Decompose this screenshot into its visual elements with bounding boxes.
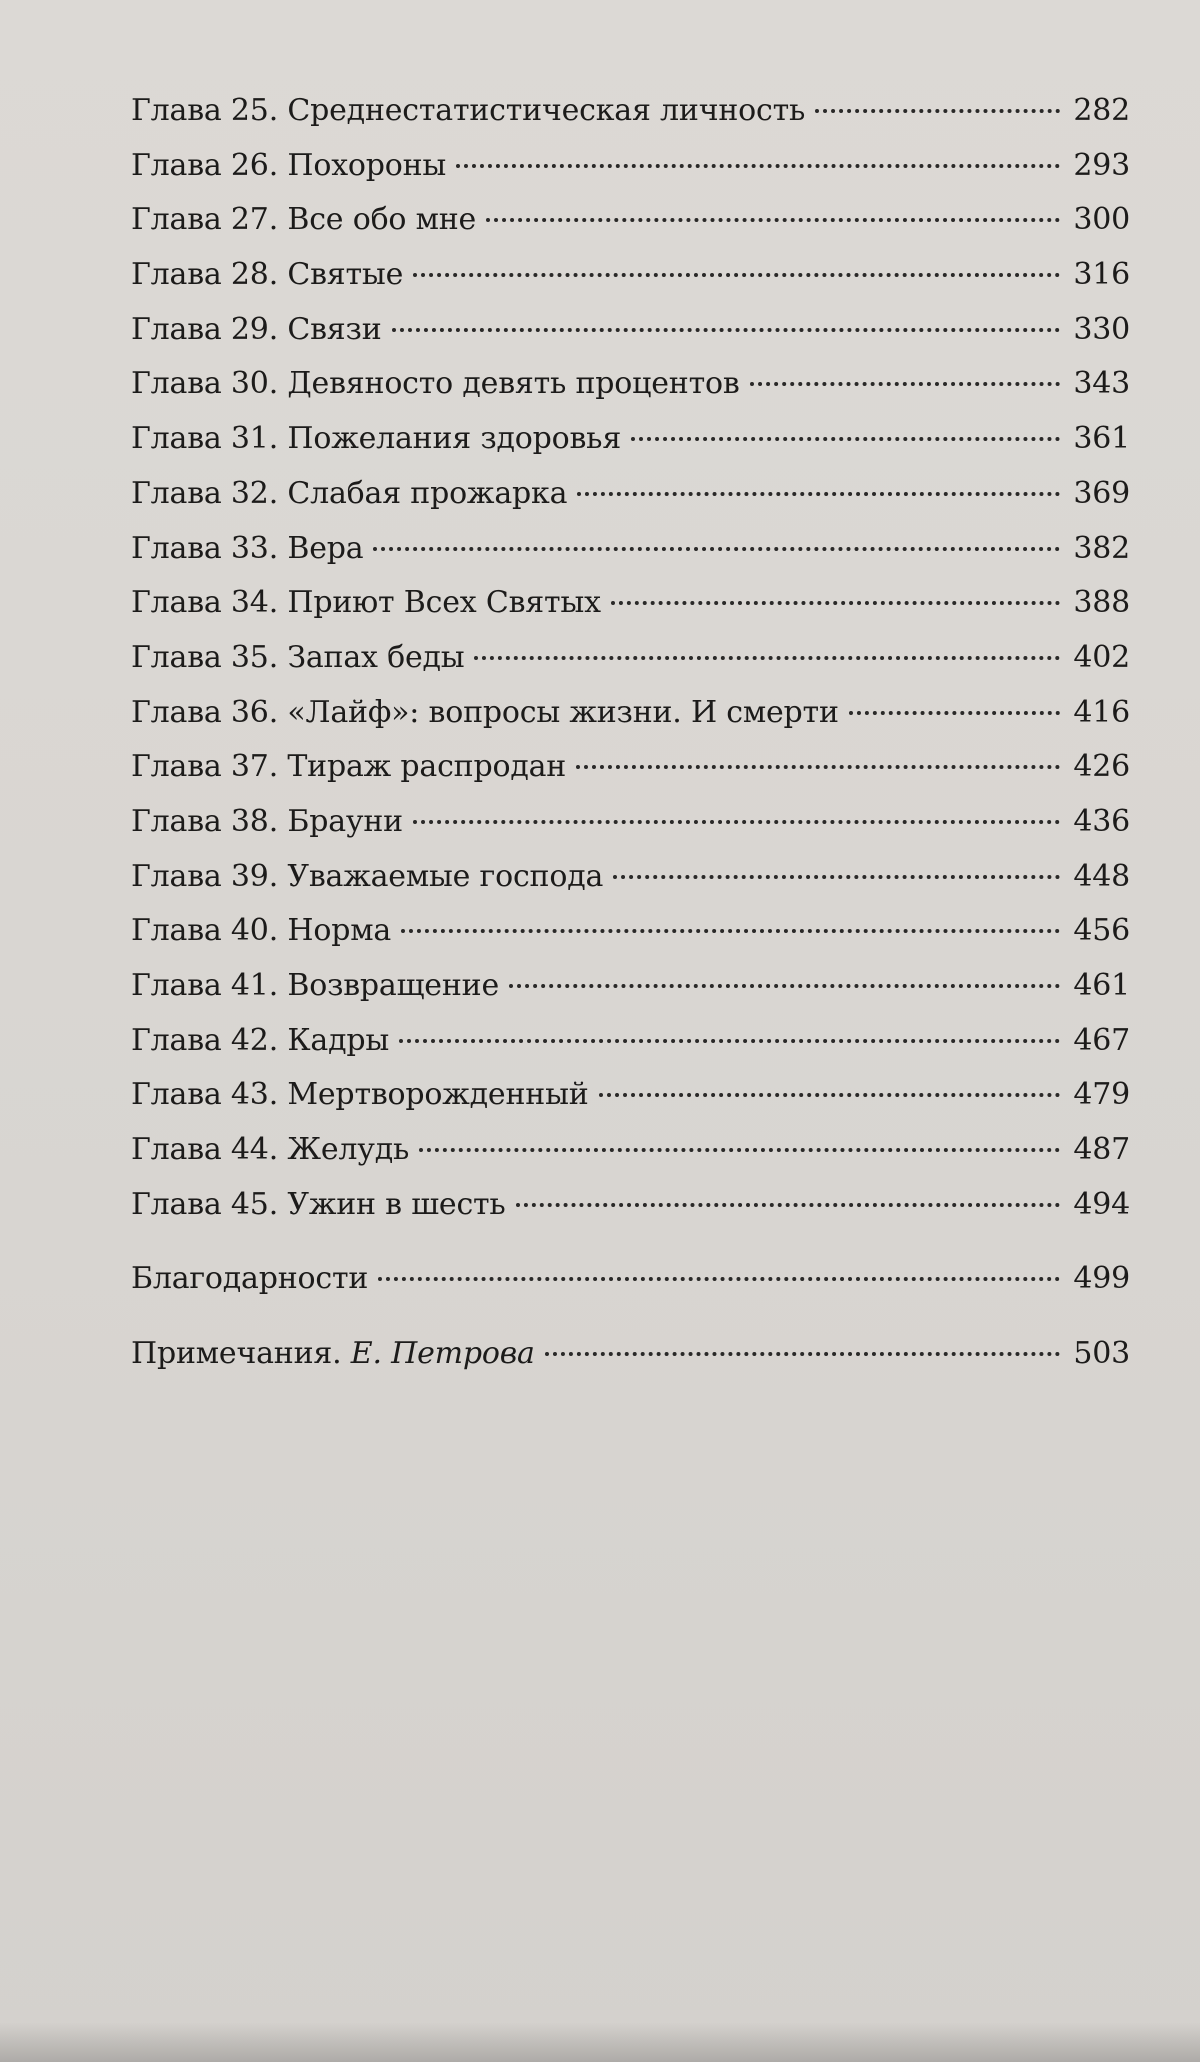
dot-leader — [849, 711, 1060, 715]
dot-leader — [545, 1352, 1060, 1356]
toc-entry-page: 316 — [1073, 257, 1130, 293]
dot-leader — [611, 601, 1060, 605]
dot-leader — [413, 273, 1060, 277]
dot-leader — [373, 547, 1060, 551]
toc-entry — [131, 576, 1130, 631]
toc-entry-title: Глава 31. Пожелания здоровья — [131, 421, 622, 457]
dot-leader — [474, 656, 1060, 660]
toc-entry-page: 499 — [1073, 1261, 1130, 1297]
toc-entry — [131, 248, 1130, 303]
toc-entry-title: Глава 40. Норма — [131, 913, 392, 949]
toc-entry — [131, 193, 1130, 248]
toc-entry-page: 388 — [1073, 585, 1130, 621]
toc-entry — [131, 139, 1130, 194]
dot-leader — [599, 1093, 1060, 1097]
toc-entry — [131, 1123, 1130, 1178]
toc-entry-page: 300 — [1073, 202, 1130, 238]
dot-leader — [516, 1203, 1060, 1207]
toc-entry-title: Глава 29. Связи — [131, 311, 382, 347]
toc-entry — [131, 959, 1130, 1014]
toc-entry-title: Глава 27. Все обо мне — [131, 202, 477, 238]
toc-entry-title: Глава 28. Святые — [131, 257, 404, 293]
toc-entry-page: 461 — [1073, 968, 1130, 1003]
toc-entry-title: Глава 30. Девяносто девять процентов — [131, 366, 740, 402]
toc-entry-title: Глава 36. «Лайф»: вопросы жизни. И смерти — [131, 694, 839, 730]
page-bottom-shadow — [0, 2022, 1200, 2062]
toc-entry-page: 448 — [1073, 858, 1130, 894]
dot-leader — [486, 218, 1060, 222]
toc-entry-page: 503 — [1073, 1336, 1130, 1372]
toc-entry-title: Глава 33. Вера — [131, 530, 364, 566]
toc-entry-page: 436 — [1073, 803, 1130, 839]
dot-leader — [509, 984, 1060, 988]
dot-leader — [401, 929, 1060, 933]
dot-leader — [378, 1277, 1060, 1281]
toc-entry — [131, 357, 1130, 412]
toc-entry-title: Глава 41. Возвращение — [131, 968, 500, 1003]
dot-leader — [456, 164, 1060, 168]
toc-entry — [131, 467, 1130, 522]
dot-leader — [399, 1039, 1060, 1043]
toc-entry-page: 361 — [1073, 421, 1130, 457]
toc-entry-page: 416 — [1073, 694, 1130, 730]
toc-entry — [131, 84, 1130, 139]
toc-entry-title: Глава 32. Слабая прожарка — [131, 475, 568, 511]
notes-author: Е. Петрова — [350, 1336, 535, 1372]
toc-entry-page: 369 — [1073, 475, 1130, 511]
toc-entry-title: Глава 43. Мертворожденный — [131, 1077, 589, 1113]
dot-leader — [576, 765, 1060, 769]
toc-entry-page: 282 — [1073, 93, 1130, 128]
toc-entry-notes — [131, 1327, 1130, 1382]
notes-label: Примечания. — [131, 1336, 342, 1372]
dot-leader — [815, 109, 1060, 113]
toc-entry-page: 402 — [1073, 639, 1130, 675]
toc-entry-title: Глава 38. Брауни — [131, 803, 403, 839]
toc-entry-page: 479 — [1073, 1077, 1130, 1113]
toc-entry — [131, 740, 1130, 795]
toc-entry-title: Глава 35. Запах беды — [131, 639, 465, 675]
toc-entry-page: 293 — [1073, 147, 1130, 183]
toc-entry — [131, 795, 1130, 850]
toc-entry-title: Глава 26. Похороны — [131, 147, 447, 183]
toc-entry-title: Глава 25. Среднестатистическая личность — [131, 93, 806, 128]
table-of-contents — [131, 84, 1130, 1382]
toc-entry-page: 426 — [1073, 749, 1130, 785]
toc-entry — [131, 1178, 1130, 1233]
dot-leader — [577, 492, 1060, 496]
toc-entry-page: 487 — [1073, 1132, 1130, 1168]
toc-entry — [131, 303, 1130, 358]
toc-entry-title: Глава 39. Уважаемые господа — [131, 858, 604, 894]
dot-leader — [392, 328, 1061, 332]
dot-leader — [413, 820, 1060, 824]
toc-entry-page: 330 — [1073, 311, 1130, 347]
toc-entry — [131, 904, 1130, 959]
toc-entry-title: Глава 37. Тираж распродан — [131, 749, 567, 785]
dot-leader — [613, 875, 1060, 879]
toc-entry-page: 467 — [1073, 1022, 1130, 1058]
toc-entry-title: Глава 45. Ужин в шесть — [131, 1186, 506, 1222]
toc-entry-page: 343 — [1073, 366, 1130, 402]
toc-entry — [131, 686, 1130, 741]
toc-entry-page: 456 — [1073, 913, 1130, 949]
toc-entry-page: 382 — [1073, 530, 1130, 566]
toc-entry — [131, 1068, 1130, 1123]
toc-entry — [131, 522, 1130, 577]
dot-leader — [750, 382, 1060, 386]
toc-entry-title: Глава 42. Кадры — [131, 1022, 390, 1058]
dot-leader — [419, 1148, 1060, 1152]
toc-entry-title: Глава 44. Желудь — [131, 1132, 410, 1168]
toc-entry-page: 494 — [1073, 1186, 1130, 1222]
toc-entry-title — [131, 1327, 535, 1382]
dot-leader — [631, 437, 1060, 441]
toc-entry — [131, 1014, 1130, 1069]
toc-entry — [131, 412, 1130, 467]
toc-entry — [131, 850, 1130, 905]
toc-entry-title: Глава 34. Приют Всех Святых — [131, 585, 601, 621]
toc-entry — [131, 631, 1130, 686]
toc-entry-acknowledgments — [131, 1252, 1130, 1307]
toc-entry-title: Благодарности — [131, 1261, 369, 1297]
